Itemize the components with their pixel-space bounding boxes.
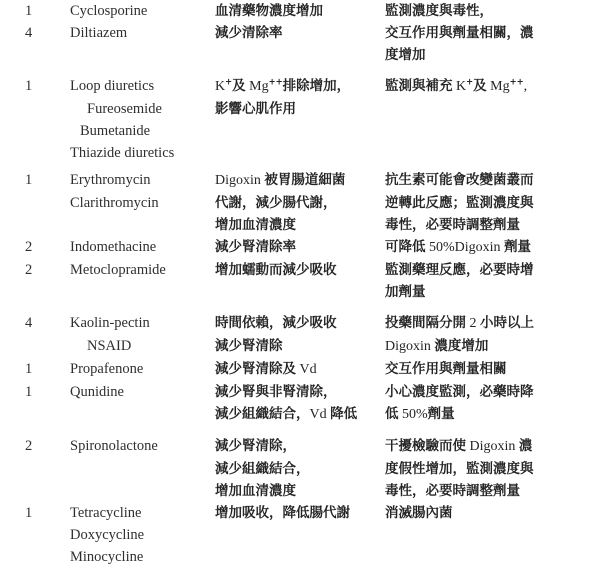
interaction-effect: 代謝，減少腸代謝， [215, 195, 337, 211]
significance-level [0, 546, 70, 568]
interacting-drug-name: NSAID [87, 338, 132, 354]
recommended-action: 毒性，必要時調整劑量 [385, 483, 520, 499]
significance-level [0, 458, 70, 480]
interacting-drug-name: Indomethacine [70, 239, 157, 255]
interaction-effect [215, 142, 385, 164]
significance-level: 2 [25, 239, 33, 255]
table-row [0, 259, 600, 281]
significance-level [0, 335, 70, 357]
significance-level [0, 44, 70, 66]
significance-level: 4 [25, 25, 33, 41]
significance-level [0, 142, 70, 164]
recommended-action: 消滅腸內菌 [385, 505, 453, 521]
table-row-continuation [0, 546, 600, 568]
significance-level [0, 98, 70, 120]
recommended-action: 加劑量 [385, 284, 426, 300]
interacting-drug-name: Thiazide diuretics [70, 145, 175, 161]
significance-level [0, 281, 70, 303]
interaction-effect: 時間依賴，減少吸收 [215, 315, 337, 331]
interacting-drug-name: Doxycycline [70, 527, 145, 543]
interaction-effect: 減少組織結合，Vd 降低 [215, 406, 358, 422]
table-row-continuation [0, 281, 600, 303]
recommended-action [385, 142, 600, 164]
table-row-continuation [0, 98, 600, 120]
interacting-drug-name [70, 281, 215, 303]
interaction-effect: 影響心肌作用 [215, 101, 296, 117]
recommended-action: 低 50%劑量 [385, 406, 455, 422]
significance-level: 2 [25, 438, 33, 454]
table-row-continuation [0, 524, 600, 546]
interaction-effect: 減少組織結合， [215, 461, 310, 477]
recommended-action: Digoxin 濃度增加 [385, 338, 489, 354]
interacting-drug-name: Spironolactone [70, 438, 158, 454]
recommended-action: 抗生素可能會改變菌叢而 [385, 172, 534, 188]
recommended-action: 毒性，必要時調整劑量 [385, 217, 520, 233]
significance-level [0, 214, 70, 236]
significance-level [0, 403, 70, 425]
significance-level [0, 192, 70, 214]
interaction-effect: 增加蠕動而減少吸收 [215, 262, 337, 278]
table-row [0, 358, 600, 381]
significance-level: 2 [25, 262, 33, 278]
interacting-drug-name: Minocycline [70, 549, 144, 565]
significance-level: 1 [25, 361, 33, 377]
significance-level: 1 [25, 505, 33, 521]
interacting-drug-name [70, 458, 215, 480]
row-spacer [0, 303, 600, 312]
table-row-continuation [0, 458, 600, 480]
table-row-continuation [0, 192, 600, 214]
recommended-action: 度假性增加，監測濃度與 [385, 461, 534, 477]
interacting-drug-name: Loop diuretics [70, 78, 155, 94]
interaction-effect [215, 44, 385, 66]
table-row-continuation [0, 214, 600, 236]
interacting-drug-name: Tetracycline [70, 505, 142, 521]
interacting-drug-name [70, 480, 215, 502]
recommended-action: 干擾檢驗而使 Digoxin 濃 [385, 438, 533, 454]
interaction-effect: 增加血清濃度 [215, 483, 296, 499]
table-row [0, 502, 600, 524]
significance-level: 1 [25, 172, 33, 188]
interaction-effect [215, 120, 385, 142]
table-row-continuation [0, 142, 600, 164]
significance-level [0, 524, 70, 546]
table-row-continuation [0, 480, 600, 502]
table-row [0, 22, 600, 44]
recommended-action: 交互作用與劑量相關 [385, 361, 507, 377]
interaction-effect: 增加血清濃度 [215, 217, 296, 233]
interaction-effect: 減少腎清除 [215, 338, 283, 354]
interacting-drug-name: Bumetanide [80, 123, 151, 139]
recommended-action: 監測濃度與毒性， [385, 3, 493, 19]
interacting-drug-name [70, 214, 215, 236]
recommended-action: 度增加 [385, 47, 426, 63]
interaction-effect: 減少清除率 [215, 25, 283, 41]
significance-level: 1 [25, 384, 33, 400]
interacting-drug-name: Clarithromycin [70, 195, 159, 211]
table-row [0, 312, 600, 335]
recommended-action: 可降低 50%Digoxin 劑量 [385, 239, 532, 255]
interaction-effect: 減少腎與非腎清除， [215, 384, 337, 400]
significance-level: 1 [25, 3, 33, 19]
recommended-action: 交互作用與劑量相關，濃 [385, 25, 534, 41]
recommended-action: 監測藥理反應，必要時增 [385, 262, 534, 278]
recommended-action [385, 546, 600, 568]
interaction-effect: K+及 Mg++排除增加， [215, 76, 351, 94]
interacting-drug-name: Qunidine [70, 384, 124, 400]
interaction-effect [215, 546, 385, 568]
interacting-drug-name: Cyclosporine [70, 3, 148, 19]
significance-level: 1 [25, 78, 33, 94]
interacting-drug-name [70, 44, 215, 66]
interacting-drug-name: Erythromycin [70, 172, 151, 188]
recommended-action [385, 120, 600, 142]
row-spacer [0, 66, 600, 75]
interaction-effect: Digoxin 被胃腸道細菌 [215, 172, 346, 188]
table-row-continuation [0, 335, 600, 358]
significance-level [0, 480, 70, 502]
interaction-effect [215, 524, 385, 546]
recommended-action [385, 98, 600, 120]
significance-level: 4 [25, 315, 33, 331]
recommended-action: 投藥間隔分開 2 小時以上 [385, 315, 534, 331]
row-spacer [0, 426, 600, 435]
recommended-action: 監測與補充 K+及 Mg++, [385, 76, 528, 94]
interacting-drug-name: Metoclopramide [70, 262, 166, 278]
recommended-action [385, 524, 600, 546]
table-row-continuation [0, 403, 600, 426]
table-row [0, 75, 600, 98]
interaction-effect: 血清藥物濃度增加 [215, 3, 323, 19]
recommended-action: 逆轉此反應；監測濃度與 [385, 195, 534, 211]
table-row [0, 236, 600, 259]
significance-level [0, 120, 70, 142]
interacting-drug-name: Diltiazem [70, 25, 128, 41]
interaction-effect [215, 281, 385, 303]
table-row [0, 0, 600, 22]
table-row [0, 169, 600, 192]
interacting-drug-name: Kaolin-pectin [70, 315, 150, 331]
recommended-action: 小心濃度監測，必藥時降 [385, 384, 534, 400]
interaction-effect: 減少腎清除及 Vd [215, 361, 317, 377]
table-row-continuation [0, 44, 600, 66]
interacting-drug-name: Fureosemide [87, 101, 162, 117]
table-row [0, 435, 600, 458]
table-row [0, 381, 600, 403]
interaction-effect: 減少腎清除率 [215, 239, 296, 255]
interaction-effect: 增加吸收，降低腸代謝 [215, 505, 350, 521]
interacting-drug-name: Propafenone [70, 361, 144, 377]
interacting-drug-name [70, 403, 215, 425]
interaction-effect: 減少腎清除， [215, 438, 296, 454]
table-row-continuation [0, 120, 600, 142]
